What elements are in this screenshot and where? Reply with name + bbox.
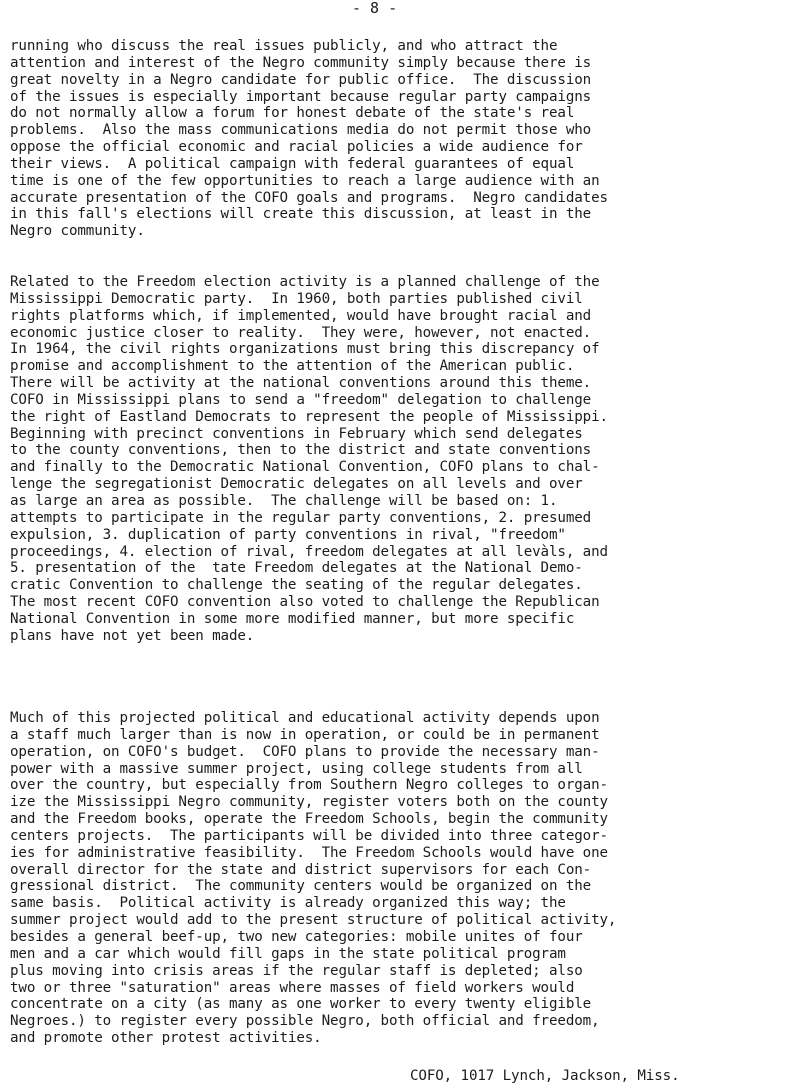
- footer-address: COFO, 1017 Lynch, Jackson, Miss.: [410, 1068, 680, 1084]
- text-line: Related to the Freedom election activity is a planned challenge of the: [10, 274, 600, 290]
- text-line: Mississippi Democratic party. In 1960, both parties published civil: [10, 290, 583, 307]
- text-line: over the country, but especially from Southern Negro colleges to organ-: [10, 777, 608, 794]
- text-line: Negro community.: [10, 223, 145, 240]
- text-line: expulsion, 3. duplication of party conventions in rival, "freedom": [10, 526, 566, 543]
- text-line: gressional district. The community centers would be organized on the: [10, 878, 592, 895]
- text-line: Negroes.) to register every possible Negro, both official and freedom,: [10, 1013, 600, 1030]
- text-line: The most recent COFO convention also voted to challenge the Republican: [10, 594, 600, 611]
- text-line: overall director for the state and district supervisors for each Con-: [10, 861, 592, 878]
- text-line: cratic Convention to challenge the seating of the regular delegates.: [10, 577, 583, 594]
- text-line: to the county conventions, then to the district and state conventions: [10, 442, 592, 459]
- text-line: concentrate on a city (as many as one worker to every twenty eligible: [10, 996, 592, 1013]
- text-line: lenge the segregationist Democratic delegates on all levels and over: [10, 476, 583, 493]
- text-line: proceedings, 4. election of rival, freedom delegates at all levàls, and: [10, 543, 608, 560]
- text-line: In 1964, the civil rights organizations must bring this discrepancy of: [10, 341, 600, 358]
- text-line: and promote other protest activities.: [10, 1030, 322, 1047]
- text-line: Beginning with precinct conventions in February which send delegates: [10, 425, 583, 442]
- page-number: - 8 -: [352, 0, 398, 17]
- text-line: centers projects. The participants will be divided into three categor-: [10, 827, 608, 844]
- text-line: economic justice closer to reality. They were, however, not enacted.: [10, 324, 592, 341]
- text-line: running who discuss the real issues publicly, and who attract the: [10, 38, 558, 54]
- text-line: accurate presentation of the COFO goals and programs. Negro candidates: [10, 189, 608, 206]
- text-line: of the issues is especially important because regular party campaigns: [10, 88, 592, 105]
- text-line: plus moving into crisis areas if the regular staff is depleted; also: [10, 962, 583, 979]
- text-line: two or three "saturation" areas where masses of field workers would: [10, 979, 575, 996]
- paragraph-summer-project: [10, 710, 794, 1047]
- text-line: in this fall's elections will create this discussion, at least in the: [10, 206, 592, 223]
- text-line: Much of this projected political and educational activity depends upon: [10, 710, 600, 726]
- text-line: oppose the official economic and racial policies a wide audience for: [10, 139, 583, 156]
- text-line: ies for administrative feasibility. The Freedom Schools would have one: [10, 844, 608, 861]
- text-line: power with a massive summer project, using college students from all: [10, 760, 583, 777]
- text-line: 5. presentation of the tate Freedom delegates at the National Demo-: [10, 560, 583, 577]
- text-line: There will be activity at the national conventions around this theme.: [10, 375, 592, 392]
- text-line: rights platforms which, if implemented, would have brought racial and: [10, 307, 592, 324]
- text-line: men and a car which would fill gaps in the state political program: [10, 945, 566, 962]
- text-line: problems. Also the mass communications media do not permit those who: [10, 122, 592, 139]
- text-line: do not normally allow a forum for honest debate of the state's real: [10, 105, 575, 122]
- text-line: promise and accomplishment to the attention of the American public.: [10, 358, 575, 375]
- text-line: COFO in Mississippi plans to send a "freedom" delegation to challenge: [10, 391, 592, 408]
- text-line: same basis. Political activity is already organized this way; the: [10, 895, 566, 912]
- text-line: attention and interest of the Negro community simply because there is: [10, 54, 592, 71]
- paragraph-candidates-discussion: [10, 38, 794, 240]
- text-line: plans have not yet been made.: [10, 627, 255, 644]
- text-line: the right of Eastland Democrats to represent the people of Mississippi.: [10, 408, 608, 425]
- text-line: besides a general beef-up, two new categories: mobile unites of four: [10, 928, 583, 945]
- text-line: great novelty in a Negro candidate for public office. The discussion: [10, 71, 592, 88]
- text-line: National Convention in some more modified manner, but more specific: [10, 610, 575, 627]
- text-line: time is one of the few opportunities to reach a large audience with an: [10, 172, 600, 189]
- paragraph-democratic-challenge: [10, 274, 794, 645]
- text-line: and the Freedom books, operate the Freedom Schools, begin the community: [10, 811, 608, 828]
- text-line: their views. A political campaign with federal guarantees of equal: [10, 155, 575, 172]
- text-line: operation, on COFO's budget. COFO plans to provide the necessary man-: [10, 743, 600, 760]
- text-line: summer project would add to the present structure of political activity,: [10, 912, 617, 929]
- text-line: a staff much larger than is now in operation, or could be in permanent: [10, 726, 600, 743]
- text-line: as large an area as possible. The challenge will be based on: 1.: [10, 492, 558, 509]
- text-line: and finally to the Democratic National Convention, COFO plans to chal-: [10, 459, 600, 476]
- text-line: attempts to participate in the regular party conventions, 2. presumed: [10, 509, 592, 526]
- text-line: ize the Mississippi Negro community, register voters both on the county: [10, 794, 608, 811]
